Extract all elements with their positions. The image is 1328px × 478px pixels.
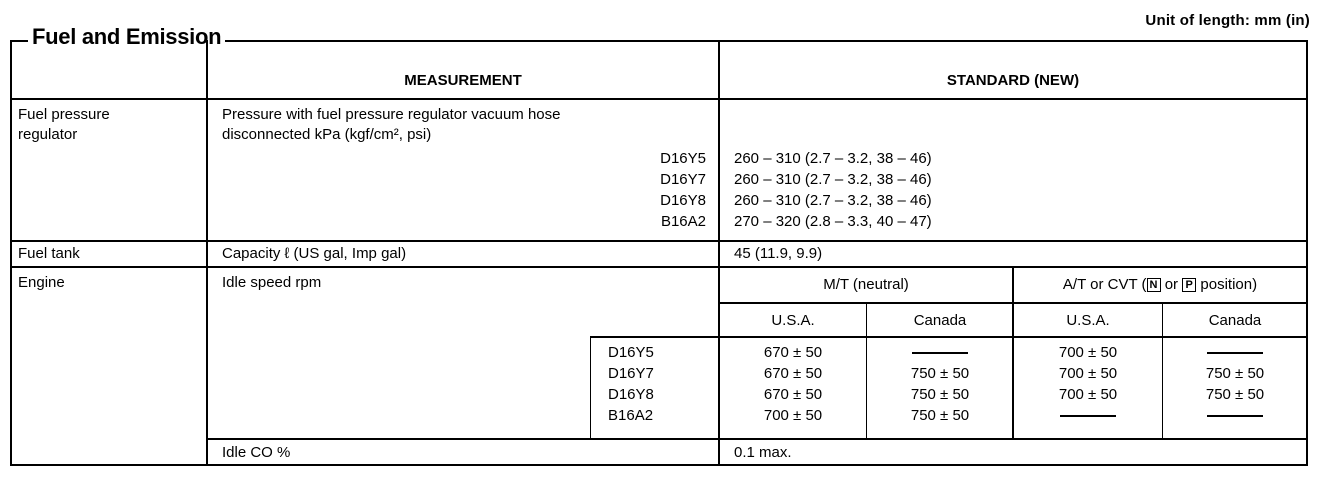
subheader-mt-canada: Canada (913, 312, 967, 329)
at-canada-value (1164, 407, 1306, 424)
tank-value: 45 (11.9, 9.9) (734, 245, 823, 262)
at-usa-value: 700 ± 50 (1058, 344, 1118, 361)
regulator-model: D16Y8 (660, 192, 706, 209)
at-usa-value: 700 ± 50 (1058, 365, 1118, 382)
header-standard: STANDARD (NEW) (946, 72, 1080, 89)
engine-model: D16Y7 (608, 365, 654, 382)
mt-usa-value: 700 ± 50 (763, 407, 823, 424)
item-fuel-tank: Fuel tank (18, 245, 80, 262)
engine-model-divider (590, 336, 591, 438)
regulator-value: 260 – 310 (2.7 – 3.2, 38 – 46) (734, 192, 932, 209)
regulator-value: 260 – 310 (2.7 – 3.2, 38 – 46) (734, 150, 932, 167)
table-border-left (10, 40, 12, 466)
regulator-value: 270 – 320 (2.8 – 3.3, 40 – 47) (734, 213, 932, 230)
unit-note: Unit of length: mm (in) (1145, 12, 1310, 29)
table-border-bottom (10, 464, 1308, 466)
at-usa-value: 700 ± 50 (1058, 386, 1118, 403)
at-usa-value (1014, 407, 1162, 424)
engine-model: D16Y8 (608, 386, 654, 403)
not-applicable-dash (1060, 415, 1116, 417)
mt-usa-value: 670 ± 50 (763, 344, 823, 361)
mt-canada-value: 750 ± 50 (910, 365, 970, 382)
at-header-suffix: position) (1196, 276, 1258, 293)
item-engine: Engine (18, 274, 65, 291)
idle-speed-label: Idle speed rpm (222, 274, 322, 291)
at-canada-value: 750 ± 50 (1205, 386, 1265, 403)
at-header-prefix: A/T or CVT ( (1062, 276, 1147, 293)
header-measurement: MEASUREMENT (404, 72, 522, 89)
at-header (1014, 276, 1306, 293)
engine-values-divider (590, 336, 1308, 338)
subheader-at-canada: Canada (1208, 312, 1262, 329)
at-header-mid: or (1160, 276, 1183, 293)
header-divider (10, 98, 1308, 100)
spec-table (10, 40, 1308, 466)
regulator-model: D16Y5 (660, 150, 706, 167)
not-applicable-dash (1207, 415, 1263, 417)
mt-usa-value: 670 ± 50 (763, 365, 823, 382)
engine-at-split (1162, 302, 1163, 438)
at-canada-value: 750 ± 50 (1205, 365, 1265, 382)
regulator-value: 260 – 310 (2.7 – 3.2, 38 – 46) (734, 171, 932, 188)
row-divider-engine (10, 266, 1308, 268)
engine-model: B16A2 (608, 407, 654, 424)
row-divider-idle-co (206, 438, 1308, 440)
item-regulator-line2: regulator (18, 126, 78, 143)
tank-measurement: Capacity ℓ (US gal, Imp gal) (222, 245, 407, 262)
idle-co-label: Idle CO % (222, 444, 291, 461)
not-applicable-dash (912, 352, 968, 354)
not-applicable-dash (1207, 352, 1263, 354)
table-border-right (1306, 40, 1308, 466)
mt-canada-value: 750 ± 50 (910, 407, 970, 424)
regulator-measurement-line2: disconnected kPa (kgf/cm², psi) (222, 126, 432, 143)
idle-co-value: 0.1 max. (734, 444, 792, 461)
subheader-at-usa: U.S.A. (1066, 312, 1110, 329)
mt-header: M/T (neutral) (823, 276, 909, 293)
section-title: Fuel and Emission (28, 24, 225, 50)
engine-model: D16Y5 (608, 344, 654, 361)
row-divider-tank (10, 240, 1308, 242)
regulator-model: D16Y7 (660, 171, 706, 188)
mt-usa-value: 670 ± 50 (763, 386, 823, 403)
subheader-mt-usa: U.S.A. (771, 312, 815, 329)
item-regulator-line1: Fuel pressure (18, 106, 110, 123)
engine-mt-split (866, 302, 867, 438)
mt-canada-value (868, 344, 1012, 361)
mt-canada-value: 750 ± 50 (910, 386, 970, 403)
regulator-measurement-line1: Pressure with fuel pressure regulator vacuum hose (222, 106, 561, 123)
regulator-model: B16A2 (660, 213, 706, 230)
park-position-box: P (1182, 278, 1196, 292)
neutral-position-box: N (1147, 278, 1161, 292)
col-divider-item (206, 40, 208, 466)
at-canada-value (1164, 344, 1306, 361)
